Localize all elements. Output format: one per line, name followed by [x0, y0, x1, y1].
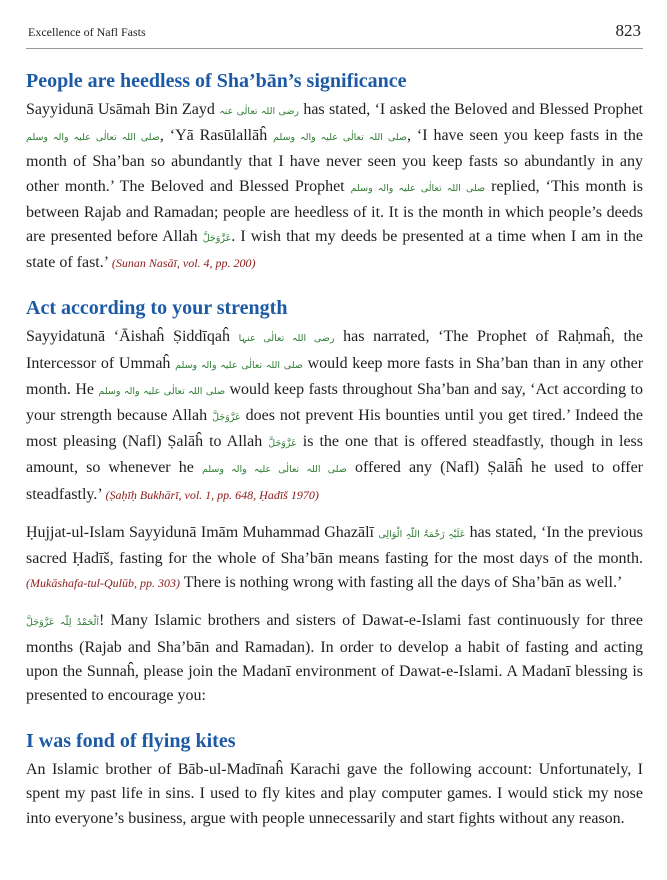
arabic-honorific: رضی اللہ تعالٰی عنہا [238, 333, 335, 345]
arabic-honorific: صلی اللہ تعالٰی علیہ والہ وسلم [175, 359, 303, 371]
paragraph-strength [26, 325, 643, 506]
text: There is nothing wrong with fasting all the days of Sha’bān as well.’ [179, 574, 623, 592]
reference-citation: (Sunan Nasāī, vol. 4, pp. 200) [111, 256, 256, 271]
section-heading-heedless: People are heedless of Sha’bān’s significance [26, 70, 407, 92]
arabic-honorific: صلی اللہ تعالٰی علیہ والہ وسلم [26, 132, 160, 144]
text: Ḥujjat-ul-Islam Sayyidunā Imām Muhammad Ghazālī [26, 523, 379, 541]
paragraph-heedless [26, 98, 643, 275]
page-content [26, 68, 643, 831]
paragraph-kites [26, 758, 643, 831]
text: replied, ‘This month is between Rajab and Ramadan; people are heedless of it. It is the month in which people’s deeds are presented before Allah [26, 177, 643, 246]
text: , ‘I have seen you keep fasts in the month of Sha’ban so abundantly that I have never seen you keep fasts so abundantly in any other month.’ The Beloved and Blessed Prophet [26, 127, 644, 195]
text: offered any (Nafl) Ṣalāĥ he used to offer steadfastly.’ [26, 459, 644, 503]
arabic-honorific: صلی اللہ تعالٰی علیہ والہ وسلم [98, 385, 226, 397]
text: Sayyidunā Usāmah Bin Zayd [26, 101, 220, 118]
arabic-honorific: صلی اللہ تعالٰی علیہ والہ وسلم [350, 182, 486, 194]
running-head [26, 20, 643, 49]
text: does not prevent His bounties until you get tired.’ Indeed the most pleasing (Nafl) Ṣalāĥ to Allah [26, 407, 643, 451]
paragraph-dawat [26, 609, 643, 708]
text: would keep fasts throughout Sha’ban and say, ‘Act according to your strength because Allah [26, 380, 644, 425]
text: Sayyidatunā ‘Āishaĥ Ṣiddīqaĥ [26, 328, 239, 346]
page-number: 823 [615, 21, 641, 40]
text: ! Many Islamic brothers and sisters of Dawat-e-Islami fast continuously for three months (Rajab and Sha’bān and Ramadan). In order to develop a habit of fasting and acting upon the Sunnaĥ, please join the Madanī environment of Dawat-e-Islami. A Madanī blessing is presented to encourage you: [26, 612, 644, 705]
text: has stated, ‘I asked the Beloved and Blessed Prophet [299, 101, 643, 118]
text: . I wish that my deeds be presented at a time when I am in the state of fast.’ [26, 228, 644, 272]
arabic-honorific: عَزَّوَجَلَّ [268, 438, 297, 450]
text: is the one that is offered steadfastly, though in less amount, so whenever he [26, 433, 644, 477]
arabic-honorific: صلی اللہ تعالٰی علیہ والہ وسلم [201, 464, 347, 476]
text: An Islamic brother of Bāb-ul-Madīnaĥ Karachi gave the following account: Unfortunately, I spent my past life in sins. I used to fly kites and play computer games. I would stick my nose into everyone’s business, argue with people unnecessarily and start fights without any reason. [26, 761, 643, 827]
arabic-honorific: عَزَّوَجَلَّ [202, 233, 232, 245]
arabic-honorific: صلی اللہ تعالٰی علیہ والہ وسلم [273, 132, 407, 144]
arabic-honorific: عَزَّوَجَلَّ [212, 412, 241, 424]
section-heading-strength: Act according to your strength [26, 297, 288, 320]
arabic-honorific: عَلَیْہِ رَحْمَۃُ اللّٰہِ الْوَالِی [378, 528, 466, 540]
arabic-praise: اَلْحَمْدُ لِلّٰہ عَزَّوَجَلَّ [26, 617, 99, 629]
text: has stated, ‘In the previous sacred Ḥadīš, fasting for the whole of Sha’bān means fasting for the most days of the month. [26, 523, 644, 568]
running-head-title: Excellence of Nafl Fasts [28, 25, 146, 39]
paragraph-ghazali [26, 521, 643, 596]
reference-citation: (Ṣaḥīḥ Bukhārī, vol. 1, pp. 648, Ḥadīš 1970) [105, 487, 319, 502]
section-heading-kites: I was fond of flying kites [26, 730, 236, 753]
text: would keep more fasts in Sha’ban than in any other month. He [26, 354, 644, 398]
text: , ‘Yā Rasūlallāĥ [159, 127, 274, 145]
text: has narrated, ‘The Prophet of Raḥmaĥ, the Intercessor of Ummaĥ [26, 328, 644, 372]
reference-citation: (Mukāshafa-tul-Qulūb, pp. 303) [26, 576, 180, 591]
arabic-honorific: رضی اللہ تعالٰی عنہ [219, 106, 300, 117]
